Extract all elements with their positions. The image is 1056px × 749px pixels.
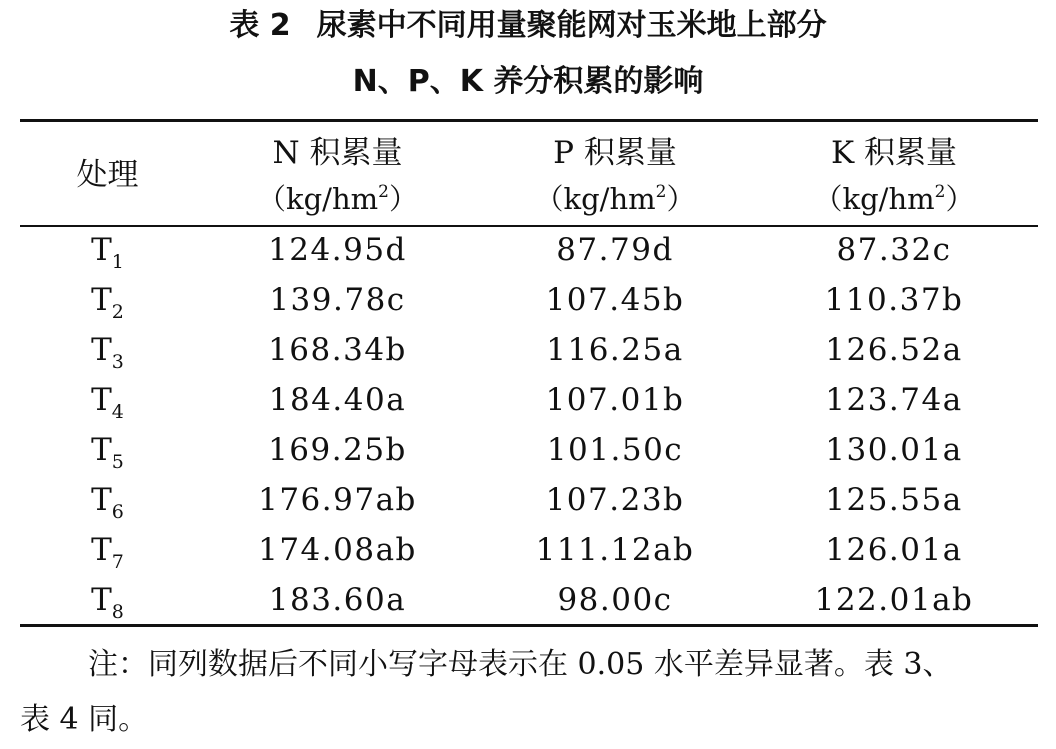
header-p-unit: $(kg/hm^2)$	[534, 182, 696, 216]
row-treatment: $T_3$	[91, 332, 124, 373]
table-bottom-rule	[20, 624, 1038, 627]
row-k-value: 87.32c	[836, 232, 952, 268]
row-k-value: 125.55a	[825, 482, 963, 518]
row-k-value: 126.01a	[825, 532, 963, 568]
row-p-value: 107.23b	[545, 482, 685, 518]
row-k-value: 130.01a	[825, 432, 963, 468]
header-n-accumulation: N 积累量	[272, 135, 403, 171]
row-n-value: 124.95d	[268, 232, 407, 268]
row-p-value: 87.79d	[556, 232, 674, 268]
row-p-value: 116.25a	[546, 332, 684, 368]
row-p-value: 111.12ab	[535, 532, 695, 568]
row-p-value: 101.50c	[546, 432, 684, 468]
row-p-value: 107.45b	[545, 282, 685, 318]
header-p-accumulation: P 积累量	[553, 135, 677, 171]
row-p-value: 98.00c	[557, 582, 673, 618]
row-n-value: 183.60a	[268, 582, 407, 618]
table-top-rule	[20, 119, 1038, 122]
table-number: 表 2	[229, 8, 291, 43]
table-header-rule	[20, 225, 1038, 227]
table-note-line2: 表 4 同。	[20, 702, 149, 737]
header-n-unit: $(kg/hm^2)$	[257, 182, 418, 216]
row-treatment: $T_8$	[91, 582, 124, 623]
row-k-value: 123.74a	[825, 382, 963, 418]
row-n-value: 176.97ab	[258, 482, 417, 518]
table-title-line2: N、P、K 养分积累的影响	[352, 64, 704, 99]
row-n-value: 184.40a	[268, 382, 407, 418]
table-title-line1	[0, 6, 1056, 46]
row-k-value: 126.52a	[825, 332, 963, 368]
row-p-value: 107.01b	[545, 382, 685, 418]
row-n-value: 174.08ab	[258, 532, 417, 568]
header-k-unit: $(kg/hm^2)$	[813, 182, 975, 216]
table-note-line1: 注：同列数据后不同小写字母表示在 0.05 水平差异显著。表 3、	[88, 647, 953, 682]
row-n-value: 168.34b	[268, 332, 407, 368]
table-title-text: 尿素中不同用量聚能网对玉米地上部分	[316, 8, 827, 43]
header-treatment: 处理	[76, 157, 139, 193]
row-treatment: $T_6$	[91, 482, 124, 523]
row-treatment: $T_5$	[91, 432, 124, 473]
row-treatment: $T_7$	[91, 532, 124, 573]
row-k-value: 122.01ab	[814, 582, 974, 618]
row-n-value: 169.25b	[268, 432, 407, 468]
row-n-value: 139.78c	[269, 282, 406, 318]
row-k-value: 110.37b	[824, 282, 964, 318]
row-treatment: $T_1$	[91, 232, 124, 273]
row-treatment: $T_4$	[91, 382, 124, 423]
header-k-accumulation: K 积累量	[830, 135, 957, 171]
row-treatment: $T_2$	[91, 282, 124, 323]
